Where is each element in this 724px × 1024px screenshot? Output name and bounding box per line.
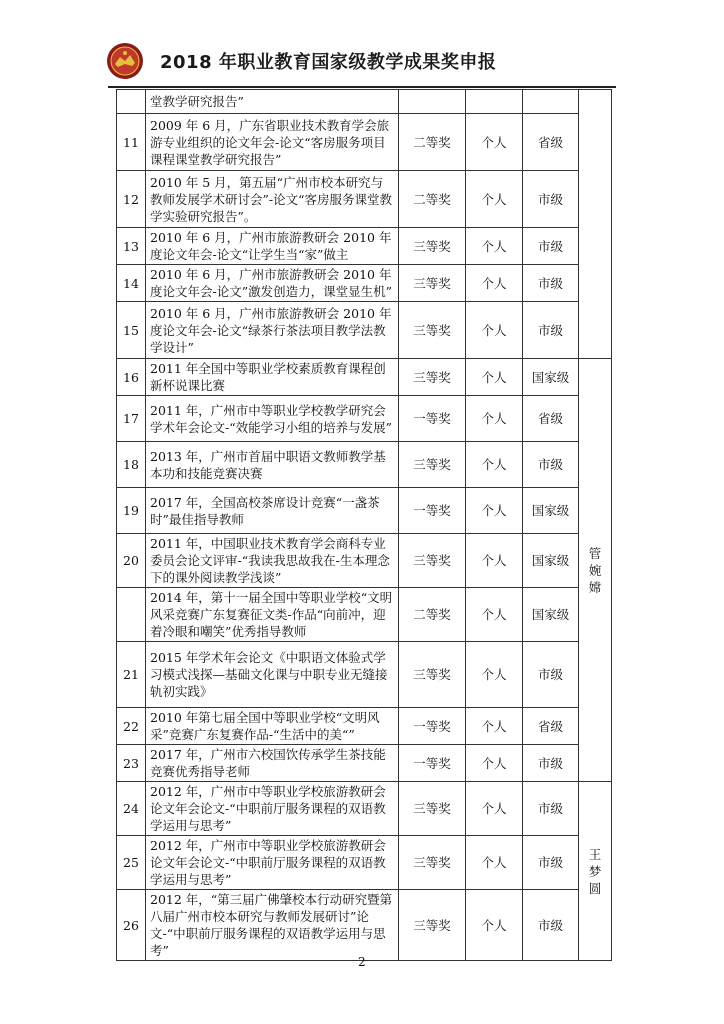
award-scope: 市级	[523, 442, 579, 488]
row-number: 11	[117, 114, 146, 171]
award-type	[466, 90, 523, 114]
document-title: 2018 年职业教育国家级教学成果奖申报	[160, 52, 497, 73]
table-row	[117, 588, 612, 642]
award-description: 2010 年 6 月，广州市旅游教研会 2010 年度论文年会-论文“让学生当“家”做主	[146, 228, 399, 265]
award-level: 一等奖	[399, 396, 466, 442]
award-scope: 市级	[523, 265, 579, 302]
award-type: 个人	[466, 302, 523, 359]
award-level: 三等奖	[399, 642, 466, 708]
award-level: 一等奖	[399, 745, 466, 782]
award-level: 三等奖	[399, 442, 466, 488]
award-scope: 市级	[523, 836, 579, 890]
row-number: 16	[117, 359, 146, 396]
award-type: 个人	[466, 642, 523, 708]
award-scope: 国家级	[523, 534, 579, 588]
award-scope: 市级	[523, 228, 579, 265]
table-row	[117, 708, 612, 745]
award-type: 个人	[466, 588, 523, 642]
award-description: 2010 年 6 月，广州市旅游教研会 2010 年度论文年会-论文“绿茶行茶法项目教学法教学设计”	[146, 302, 399, 359]
award-type: 个人	[466, 890, 523, 961]
row-number: 22	[117, 708, 146, 745]
table-row	[117, 171, 612, 228]
award-description: 2013 年，广州市首届中职语文教师教学基本功和技能竞赛决赛	[146, 442, 399, 488]
award-scope: 国家级	[523, 359, 579, 396]
award-scope: 市级	[523, 302, 579, 359]
award-description: 2010 年 6 月，广州市旅游教研会 2010 年度论文年会-论文”激发创造力，课堂显生机”	[146, 265, 399, 302]
award-scope: 市级	[523, 642, 579, 708]
page-number: 2	[358, 955, 366, 969]
award-level: 三等奖	[399, 302, 466, 359]
award-level: 二等奖	[399, 114, 466, 171]
row-number: 20	[117, 534, 146, 588]
award-level: 三等奖	[399, 836, 466, 890]
table-row	[117, 442, 612, 488]
award-type: 个人	[466, 534, 523, 588]
award-description: 2015 年学术年会论文《中职语文体验式学习模式浅探—基础文化课与中职专业无缝接轨初实践》	[146, 642, 399, 708]
row-number: 19	[117, 488, 146, 534]
row-number	[117, 90, 146, 114]
responsible-person: 王 梦 圆	[579, 782, 612, 961]
table-row	[117, 836, 612, 890]
award-type: 个人	[466, 265, 523, 302]
award-scope: 市级	[523, 745, 579, 782]
table-row	[117, 745, 612, 782]
row-number	[117, 588, 146, 642]
award-type: 个人	[466, 745, 523, 782]
row-number: 17	[117, 396, 146, 442]
award-scope: 省级	[523, 708, 579, 745]
table-row	[117, 114, 612, 171]
table-row	[117, 782, 612, 836]
table-row	[117, 228, 612, 265]
award-description: 2012 年，“第三届广佛肇校本行动研究暨第八届广州市校本研究与教师发展研讨”论文-“中职前厅服务课程的双语教学运用与思考”	[146, 890, 399, 961]
award-type: 个人	[466, 228, 523, 265]
table-row	[117, 642, 612, 708]
award-scope: 市级	[523, 171, 579, 228]
award-description: 2012 年，广州市中等职业学校旅游教研会论文年会论文-“中职前厅服务课程的双语教学运用与思考”	[146, 782, 399, 836]
table-row	[117, 488, 612, 534]
award-description: 2012 年，广州市中等职业学校旅游教研会论文年会论文-“中职前厅服务课程的双语教学运用与思考”	[146, 836, 399, 890]
award-level: 三等奖	[399, 265, 466, 302]
table-row	[117, 396, 612, 442]
responsible-person: 管 婉 嫦	[579, 359, 612, 782]
award-description: 堂教学研究报告”	[146, 90, 399, 114]
award-type: 个人	[466, 114, 523, 171]
award-scope: 省级	[523, 114, 579, 171]
row-number: 12	[117, 171, 146, 228]
award-description: 2014 年，第十一届全国中等职业学校“文明风采竞赛广东复赛征文类-作品“向前冲，迎着冷眼和嘲笑”优秀指导教师	[146, 588, 399, 642]
award-description: 2010 年第七届全国中等职业学校“文明风采”竞赛广东复赛作品-“生活中的美“”	[146, 708, 399, 745]
award-type: 个人	[466, 171, 523, 228]
table-row	[117, 534, 612, 588]
row-number: 18	[117, 442, 146, 488]
award-scope: 市级	[523, 782, 579, 836]
award-description: 2009 年 6 月，广东省职业技术教育学会旅游专业组织的论文年会-论文“客房服务项目课程课堂教学研究报告”	[146, 114, 399, 171]
row-number: 25	[117, 836, 146, 890]
award-level	[399, 90, 466, 114]
award-level: 三等奖	[399, 228, 466, 265]
row-number: 15	[117, 302, 146, 359]
award-description: 2017 年，广州市六校国饮传承学生茶技能竞赛优秀指导老师	[146, 745, 399, 782]
award-scope	[523, 90, 579, 114]
award-description: 2017 年，全国高校茶席设计竞赛“一盏茶时”最佳指导教师	[146, 488, 399, 534]
table-row	[117, 302, 612, 359]
responsible-person	[579, 90, 612, 359]
award-type: 个人	[466, 396, 523, 442]
award-level: 三等奖	[399, 890, 466, 961]
award-type: 个人	[466, 782, 523, 836]
award-scope: 市级	[523, 890, 579, 961]
award-level: 二等奖	[399, 588, 466, 642]
award-type: 个人	[466, 442, 523, 488]
table-row	[117, 359, 612, 396]
row-number: 13	[117, 228, 146, 265]
header-divider	[108, 86, 616, 88]
award-level: 三等奖	[399, 359, 466, 396]
award-type: 个人	[466, 359, 523, 396]
table-row	[117, 265, 612, 302]
table-row	[117, 890, 612, 961]
row-number: 23	[117, 745, 146, 782]
award-level: 一等奖	[399, 488, 466, 534]
award-level: 一等奖	[399, 708, 466, 745]
awards-table	[116, 89, 612, 961]
row-number: 21	[117, 642, 146, 708]
award-description: 2011 年，广州市中等职业学校教学研究会学术年会论文-“效能学习小组的培养与发展”	[146, 396, 399, 442]
award-description: 2010 年 5 月，第五届“广州市校本研究与教师发展学术研讨会”-论文“客房服务课堂教学实验研究报告”。	[146, 171, 399, 228]
award-level: 三等奖	[399, 534, 466, 588]
row-number: 14	[117, 265, 146, 302]
award-description: 2011 年，中国职业技术教育学会商科专业委员会论文评审-“我读我思故我在-生本理念下的课外阅读教学浅谈”	[146, 534, 399, 588]
award-scope: 国家级	[523, 588, 579, 642]
row-number: 26	[117, 890, 146, 961]
award-level: 三等奖	[399, 782, 466, 836]
table-row	[117, 90, 612, 114]
award-scope: 省级	[523, 396, 579, 442]
award-type: 个人	[466, 708, 523, 745]
row-number: 24	[117, 782, 146, 836]
award-type: 个人	[466, 836, 523, 890]
school-emblem-icon	[106, 42, 144, 80]
award-type: 个人	[466, 488, 523, 534]
award-level: 二等奖	[399, 171, 466, 228]
award-scope: 国家级	[523, 488, 579, 534]
award-description: 2011 年全国中等职业学校素质教育课程创新杯说课比赛	[146, 359, 399, 396]
